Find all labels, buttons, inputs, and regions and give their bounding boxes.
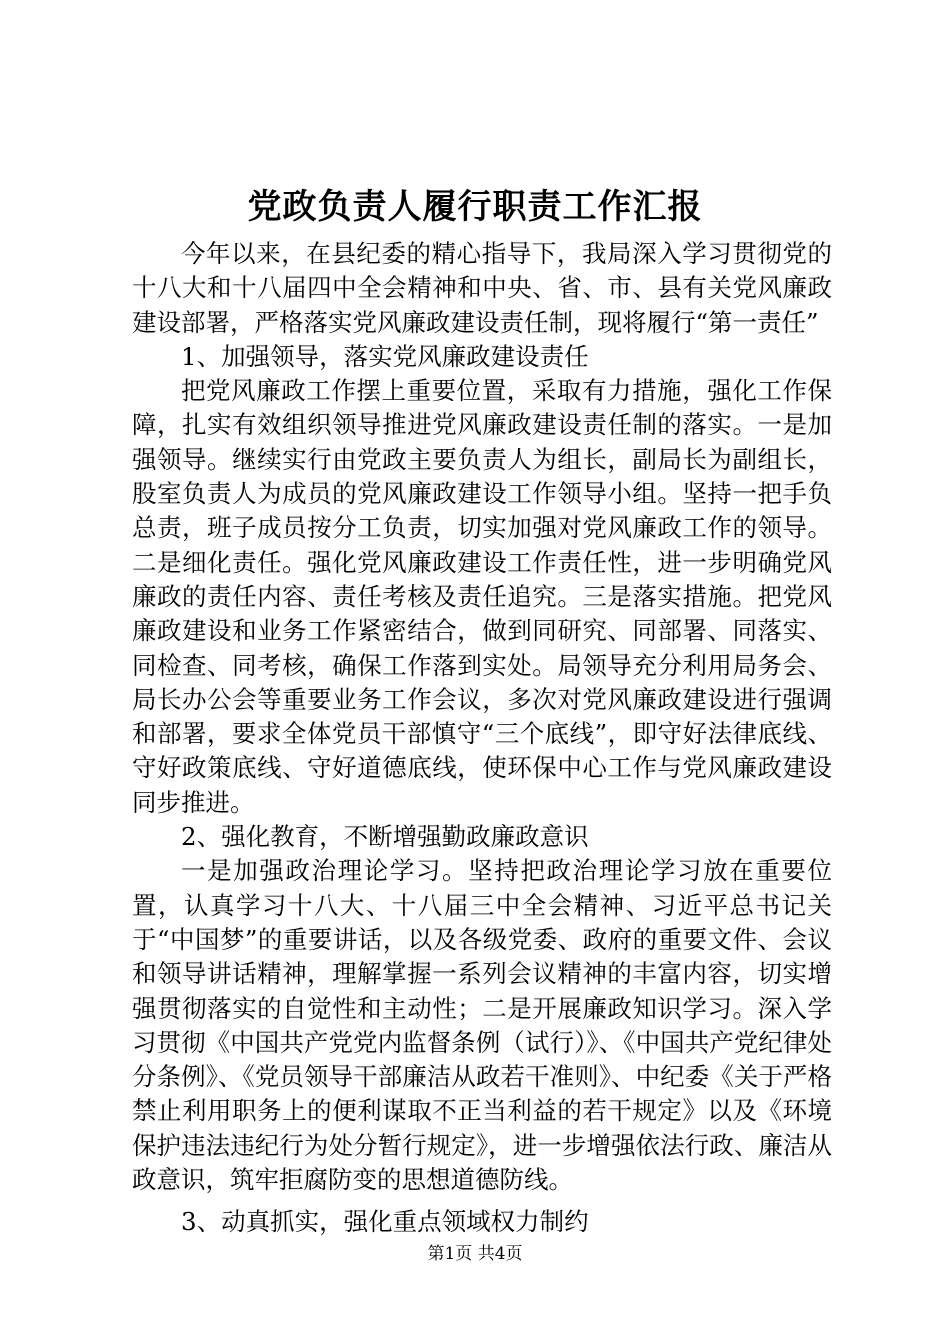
- document-title: 党政负责人履行职责工作汇报: [247, 187, 703, 227]
- section-heading-1: 1、加强领导，落实党风廉政建设责任: [181, 341, 589, 371]
- section-heading-3: 3、动真抓实，强化重点领域权力制约: [181, 1207, 589, 1237]
- section-paragraph-2: 一是加强政治理论学习。坚持把政治理论学习放在重要位置，认真学习十八大、十八届三中全会精神、习近平总书记关于“中国梦”的重要讲话，以及各级党委、政府的重要文件、会议和领导讲话精神，理解掌握一系列会议精神的丰富内容，切实增强贯彻落实的自觉性和主动性；二是开展廉政知识学习。深入学习贯彻《中国共产党党内监督条例（试行）》、《中国共产党纪律处分条例》、《党员领导干部廉洁从政若干准则》、中纪委《关于严格禁止利用职务上的便利谋取不正当利益的若干规定》以及《环境保护违法违纪行为处分暂行规定》，进一步增强依法行政、廉洁从政意识，筑牢拒腐防变的思想道德防线。: [132, 856, 832, 1195]
- page-number: 第1页 共4页: [427, 1244, 523, 1264]
- section-heading-2: 2、强化教育，不断增强勤政廉政意识: [181, 822, 589, 852]
- intro-paragraph: 今年以来，在县纪委的精心指导下，我局深入学习贯彻党的十八大和十八届四中全会精神和中央、省、市、县有关党风廉政建设部署，严格落实党风廉政建设责任制，现将履行“第一责任”: [132, 239, 832, 337]
- section-paragraph-1: 把党风廉政工作摆上重要位置，采取有力措施，强化工作保障，扎实有效组织领导推进党风廉政建设责任制的落实。一是加强领导。继续实行由党政主要负责人为组长，副局长为副组长，股室负责人为成员的党风廉政建设工作领导小组。坚持一把手负总责，班子成员按分工负责，切实加强对党风廉政工作的领导。二是细化责任。强化党风廉政建设工作责任性，进一步明确党风廉政的责任内容、责任考核及责任追究。三是落实措施。把党风廉政建设和业务工作紧密结合，做到同研究、同部署、同落实、同检查、同考核，确保工作落到实处。局领导充分利用局务会、局长办公会等重要业务工作会议，多次对党风廉政建设进行强调和部署，要求全体党员干部慎守“三个底线”，即守好法律底线、守好政策底线、守好道德底线，使环保中心工作与党风廉政建设同步推进。: [132, 376, 832, 817]
- document-body: [132, 237, 832, 1240]
